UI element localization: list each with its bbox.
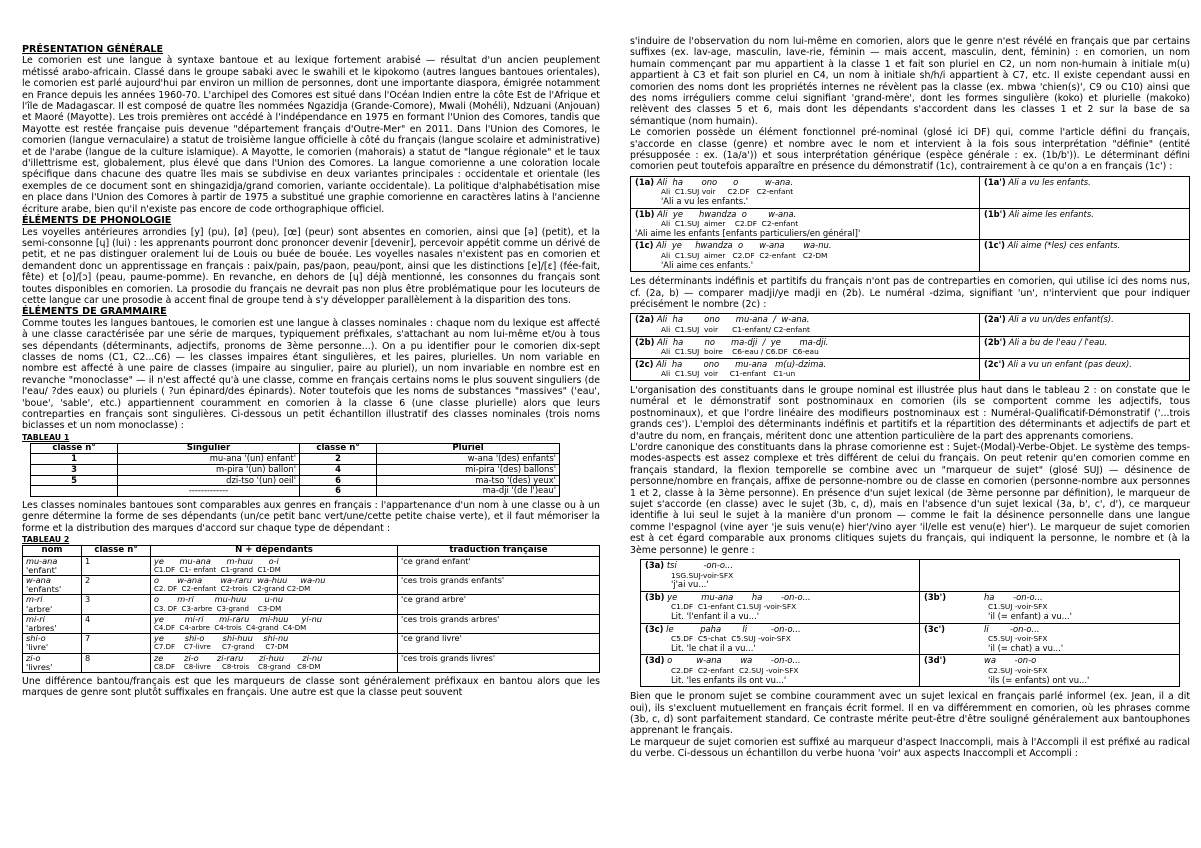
dependents-line: ze zi-o zi-raru zi-huu zi-nu xyxy=(154,652,323,663)
table1-cell: 3 xyxy=(31,465,118,476)
example-left-cell xyxy=(641,591,920,623)
example-gloss: C1.SUJ -voir-SFX xyxy=(988,602,1048,612)
example-right-cell xyxy=(920,591,1180,623)
table2-translation: 'ces trois grands enfants' xyxy=(398,576,600,595)
example-gloss: Ali C1.SUJ voir C2.DF C2-enfant xyxy=(661,187,794,197)
right-column xyxy=(630,36,1190,760)
table1-cell: 5 xyxy=(31,475,118,486)
example-translation: 'il (= enfant) a vu...' xyxy=(988,611,1072,622)
dependents-line: ye mu-ana m-huu o-i xyxy=(154,555,279,566)
example-number: (1a') xyxy=(984,176,1006,187)
example-right-cell xyxy=(920,623,1180,655)
table-row xyxy=(631,176,1190,208)
left-column xyxy=(22,44,600,699)
dependents-line: o w-ana wa-raru wa-huu wa-nu xyxy=(154,575,326,585)
dependents-line: ye mi-ri mi-raru mi-huu yi-nu xyxy=(154,613,322,624)
table-1 xyxy=(30,443,560,497)
table-row xyxy=(23,595,600,614)
example-number: (3d) xyxy=(645,655,665,666)
example-right-cell xyxy=(920,560,1180,592)
table2-class: 3 xyxy=(82,595,151,614)
table-row xyxy=(641,560,1180,592)
example-right-cell xyxy=(980,208,1190,240)
example-number: (1b) xyxy=(635,208,655,219)
example-gloss: C1.DF C1-enfant C1.SUJ -voir-SFX xyxy=(671,602,797,612)
table-row xyxy=(631,240,1190,272)
example-translation: Lit. 'les enfants ils ont vu...' xyxy=(671,674,787,685)
example-line: Ali ha ono mu-ana m(u)-dzima. xyxy=(656,358,827,369)
table-2 xyxy=(22,545,600,673)
noun-form: shi-o xyxy=(26,633,46,644)
table1-cell: dzi-tso '(un) oeil' xyxy=(118,475,300,486)
table-row xyxy=(641,591,1180,623)
heading-phonologie: ÉLÉMENTS DE PHONOLOGIE xyxy=(22,215,172,227)
example-line: li -on-o... xyxy=(984,623,1040,634)
example-french: Ali a bu de l'eau / l'eau. xyxy=(1008,336,1108,347)
paragraph-indefinite: Les déterminants indéfinis et partitifs du français n'ont pas de contreparties en comorien, qui utilise ici des noms nus, cf. (2a, b) — comparer madji/ye madji en (2b). Le numéral -dzima, signifiant 'un', n'intervient que pour indiquer précisément le nombre (2c) : xyxy=(630,276,1190,311)
example-number: (2c') xyxy=(984,358,1006,369)
example-gloss: Ali C1.SUJ boire C6-eau / C6.DF C6-eau xyxy=(661,347,819,357)
example-number: (1a) xyxy=(635,176,655,187)
example-gloss: C5.SUJ -voir-SFX xyxy=(988,634,1048,644)
table-row xyxy=(31,465,560,476)
example-french: Ali a vu un/des enfant(s). xyxy=(1008,314,1114,325)
table2-caption: TABLEAU 2 xyxy=(22,535,70,544)
table2-translation: 'ce grand arbre' xyxy=(398,595,600,614)
table2-noun xyxy=(23,614,82,633)
example-gloss: C2.DF C2-enfant C2.SUJ -voir-SFX xyxy=(671,666,799,676)
paragraph-class-inference: s'induire de l'observation du nom lui-même en comorien, alors que le genre n'est révélé en français que par certains suffixes (ex. lav-age, masculin, lave-rie, féminin — mais accent, masculin, dent, féminin) : en comorien, un nom humain commençant par mu appartient à la classe 1 et fait son pluriel en C2, un nom non-humain à initiale m(u) appartient à C3 et fait son pluriel en C4, un nom à initiale sh/h/i appartient à C7, etc. Il existe cependant aussi en comorien des noms dont les propriétés internes ne révèlent pas la classe (ex. mbwa 'chien(s)', C9 ou C10) ainsi que des noms irréguliers comme celui signifiant 'grand-mère', dont les formes singulière (koko) et plurielle (makoko) relèvent des classes 5 et 6, mais dont les dépendants s'accordent dans les classes 1 et 2 sur la base de sa sémantique (nom humain). xyxy=(630,36,1190,127)
example-table-1 xyxy=(630,176,1190,272)
table2-dependents xyxy=(151,595,398,614)
paragraph-aspect: Le marqueur de sujet comorien est suffixé au marqueur d'aspect Inaccompli, mais à l'Accompli il est préfixé au radical du verbe. Ci-dessous un échantillon du verbe huona 'voir' aux aspects Inaccompli et Accompli : xyxy=(630,736,1190,760)
table-row xyxy=(31,475,560,486)
table1-cell: mi-pira '(des) ballons' xyxy=(377,465,560,476)
example-number: (2b) xyxy=(635,336,655,347)
example-translation: 'il (= chat) a vu...' xyxy=(988,642,1064,653)
gloss-line: C7.DF C7-livre C7-grand C7-DM xyxy=(154,643,289,652)
example-translation: 'j'ai vu...' xyxy=(671,579,709,590)
dependents-line: ye shi-o shi-huu shi-nu xyxy=(154,633,289,644)
table2-dependents xyxy=(151,634,398,653)
example-line: le paha li -on-o... xyxy=(666,623,801,634)
table-row xyxy=(641,655,1180,687)
table1-cell: 6 xyxy=(300,475,377,486)
gloss-line: C3. DF C3-arbre C3-grand C3-DM xyxy=(154,604,282,613)
table-row xyxy=(631,336,1190,358)
table1-head-cell: classe n° xyxy=(300,443,377,454)
example-number: (3b) xyxy=(645,591,665,602)
example-right-cell xyxy=(980,314,1190,336)
example-right-cell xyxy=(980,336,1190,358)
table2-dependents xyxy=(151,556,398,575)
table-row xyxy=(31,454,560,465)
example-number: (2a) xyxy=(635,314,655,325)
table-row xyxy=(31,486,560,497)
example-left-cell xyxy=(631,336,980,358)
example-left-cell xyxy=(641,560,920,592)
table1-cell xyxy=(31,486,118,497)
example-left-cell xyxy=(641,655,920,687)
table1-cell: w-ana '(des) enfants' xyxy=(377,454,560,465)
example-line: wa -on-o xyxy=(984,655,1037,666)
example-left-cell xyxy=(631,208,980,240)
paragraph-prefix-suffix: Une différence bantou/français est que les marqueurs de classe sont généralement préfixaux en bantou alors que les marques de genre sont plutôt suffixales en français. Une autre est que la classe peut souvent xyxy=(22,676,600,699)
example-line: Ali ha ono mu-ana / w-ana. xyxy=(656,314,810,325)
table1-cell: ma-dji '(de l')eau' xyxy=(377,486,560,497)
table2-header xyxy=(23,546,600,557)
example-number: (2b') xyxy=(984,336,1007,347)
table-row xyxy=(641,623,1180,655)
table2-noun xyxy=(23,634,82,653)
noun-gloss: 'arbres' xyxy=(26,623,57,634)
table-row xyxy=(23,556,600,575)
example-number: (3b') xyxy=(924,591,947,602)
table2-dependents xyxy=(151,614,398,633)
paragraph-word-order-np: L'organisation des constituants dans le groupe nominal est illustrée plus haut dans le tableau 2 : on constate que le numéral et le démonstratif sont postnominaux en comorien (ils se comportent comme les adjectifs, tous postnominaux), et que l'ordre linéaire des modifieurs postnominaux est : Numéral-Qualificatif-Démonstratif ('...trois grands ces'). L'emploi des déterminants indéfinis et partitifs et la répartition des déterminants et adjectifs de part et d'autre du nom, en français, méritent donc une attention particulière de la part des apprenants comoriens. xyxy=(630,385,1190,442)
example-line: ha -on-o... xyxy=(984,591,1043,602)
table1-cell: mu-ana '(un) enfant' xyxy=(118,454,300,465)
table2-head-cell: traduction française xyxy=(398,546,600,557)
noun-form: mi-ri xyxy=(26,613,45,624)
example-number: (3c') xyxy=(924,623,946,634)
example-translation: 'Ali aime ces enfants.' xyxy=(661,259,754,270)
example-gloss: Ali C1.SUJ voir C1-enfant C1-un xyxy=(661,369,796,379)
table1-caption: TABLEAU 1 xyxy=(22,432,70,442)
example-translation: Lit. 'le chat il a vu...' xyxy=(671,642,756,653)
table1-head-cell: classe n° xyxy=(31,443,118,454)
table-row xyxy=(23,653,600,672)
example-translation: 'ils (= enfants) ont vu...' xyxy=(988,674,1090,685)
table1-cell: ma-tso '(des) yeux' xyxy=(377,475,560,486)
example-gloss: Ali C1.SUJ voir C1-enfant/ C2-enfant xyxy=(661,325,810,335)
example-line: Ali ha no ma-dji / ye ma-dji. xyxy=(657,336,829,347)
table1-cell: ------------- xyxy=(118,486,300,497)
heading-presentation: PRÉSENTATION GÉNÉRALE xyxy=(22,44,164,55)
table2-class: 1 xyxy=(82,556,151,575)
table-row xyxy=(631,314,1190,336)
table1-header xyxy=(31,443,560,454)
table-row xyxy=(23,614,600,633)
noun-gloss: 'livres' xyxy=(26,661,53,672)
example-number: (3d') xyxy=(924,655,947,666)
example-left-cell xyxy=(631,314,980,336)
paragraph-presentation: Le comorien est une langue à syntaxe bantoue et au lexique fortement arabisé — résultat d'un ancien peuplement métissé arabo-africain. Classé dans le groupe sabaki avec le swahili et le kipokomo (autres langues bantoues orientales), le comorien est parlé aujourd'hui par environ un million de personnes, dont une importante diaspora, émigrée notamment en France depuis les années 1960-70. L'archipel des Comores est situé dans l'Océan Indien entre la côte Est de l'Afrique et l'île de Madagascar. Il est composé de quatre îles nommées Ngazidja (Grande-Comore), Mwali (Mohéli), Ndzuani (Anjouan) et Maoré (Mayotte). Les trois premières ont accédé à l'indépendance en 1975 en formant l'Union des Comores, tandis que Mayotte est restée française puis devenue "département français d'Outre-Mer" en 2011. Dans l'Union des Comores, le comorien (langue vernaculaire) a statut de troisième langue officielle à côté du français (langue scolaire et administrative) et de l'arabe (langue de la culture islamique). A Mayotte, le comorien (mahorais) a statut de "langue régionale" et le taux d'illettrisme est, globalement, plus élevé que dans l'Union des Comores. La langue comorienne a une coloration locale spécifique dans chacune des quatre îles mais se subdivise en deux variantes principales : occidentale et orientale (les exemples de ce document sont en shingazidja/grand comorien, variante occidentale). La politique d'alphabétisation mise en place dans l'Union des Comores à partir de 1975 a substitué une graphie comorienne en caractères latins à l'ancienne écriture arabe, bien qu'il n'existe pas encore de code orthographique officiel. xyxy=(22,55,600,215)
example-number: (3a) xyxy=(645,560,665,571)
example-left-cell xyxy=(631,358,980,380)
example-gloss: C5.DF C5-chat C5.SUJ -voir-SFX xyxy=(671,634,791,644)
table2-noun xyxy=(23,653,82,672)
table2-head-cell: classe n° xyxy=(82,546,151,557)
noun-gloss: 'enfants' xyxy=(26,584,62,595)
dependents-line: o m-ri mu-huu u-nu xyxy=(154,594,284,605)
table2-translation: 'ces trois grands arbres' xyxy=(398,614,600,633)
noun-gloss: 'arbre' xyxy=(26,603,53,614)
example-french: Ali a vu un enfant (pas deux). xyxy=(1007,358,1132,369)
example-left-cell xyxy=(631,240,980,272)
paragraph-determinant: Le comorien possède un élément fonctionnel pré-nominal (glosé ici DF) qui, comme l'article défini du français, s'accorde en classe (genre) et nombre avec le nom et intervient à la fois sous interprétation "définie" (entité présupposée : ex. (1a/a')) et sous interprétation générique (espèce générale : ex. (1b/b')). Le déterminant défini comorien peut toutefois apparaître en présence du démonstratif (1c), contrairement à ce qu'on a en français (1c') : xyxy=(630,127,1190,173)
example-line: Ali ha ono o w-ana. xyxy=(656,176,793,187)
table1-cell: 4 xyxy=(300,465,377,476)
example-french: Ali a vu les enfants. xyxy=(1008,176,1091,187)
gloss-line: C1.DF C1- enfant C1-grand C1-DM xyxy=(154,565,281,574)
table1-head-cell: Singulier xyxy=(118,443,300,454)
table2-head-cell: N + dépendants xyxy=(151,546,398,557)
table2-noun xyxy=(23,556,82,575)
example-translation: 'Ali a vu les enfants.' xyxy=(661,196,749,207)
gloss-line: C4.DF C4-arbre C4-trois C4-grand C4-DM xyxy=(154,624,307,633)
example-right-cell xyxy=(920,655,1180,687)
table2-class: 7 xyxy=(82,634,151,653)
noun-gloss: 'livre' xyxy=(26,642,49,653)
paragraph-classes-genres: Les classes nominales bantoues sont comparables aux genres en français : l'appartenance d'un nom à une classe ou à un genre détermine la forme de ses dépendants (un/ce petit banc vert/une/cette petite chaise verte), et il faut mémoriser la forme et la distribution des marques d'accord sur chaque type de dépendant : xyxy=(22,499,600,534)
paragraph-grammaire: Comme toutes les langues bantoues, le comorien est une langue à classes nominales : chaque nom du lexique est affecté à une classe caractérisée par une série de marques, typiquement préfixales, s'attachant au nom lui-même et/ou à tous ses dépendants (déterminants, adjectifs, pronoms de 3ème personne...). On a pu identifier pour le comorien dix-sept classes de noms (C1, C2...C6) — les classes impaires étant singulières, et les paires, plurielles. Un nom variable en nombre est affecté à une paire de classes (impaire au singulier, paire au pluriel), un nom invariable en nombre est en revanche "monoclasse" — il n'est affecté qu'à une classe, comme en français certains noms le plus souvent singuliers (de l'eau/ ?des eaux) ou pluriels ( ?un épinard/des épinards). Noter toutefois que les noms de substances "massives" ('eau', 'boue', 'sable', etc.) appartiennent couramment en comorien à la classe 6 (une classe plurielle) alors que leurs contreparties en français sont singulières. Ci-dessous un petit échantillon illustratif des classes nominales (trois noms biclasses et un nom monoclasse) : xyxy=(22,317,600,432)
example-number: (1c) xyxy=(635,240,654,251)
noun-form: w-ana xyxy=(26,575,51,585)
heading-grammaire: ÉLÉMENTS DE GRAMMAIRE xyxy=(22,306,167,318)
example-number: (3c) xyxy=(645,623,664,634)
example-translation: 'Ali aime les enfants [enfants particuliers/en général]' xyxy=(635,227,861,238)
paragraph-sentence-order: L'ordre canonique des constituants dans la phrase comorienne est : Sujet-(Modal)-Verbe-Objet. Le système des temps-modes-aspects est assez complexe et très différent de celui du français. On peut retenir qu'en comorien comme en français standard, la flexion temporelle se combine avec un "marqueur de sujet" (glosé SUJ) — désinence de personne/nombre en français, affixe de personne-nombre ou de classe en comorien (personne-nombre aux personnes 1 et 2, classe à la 3ème personne). En présence d'un sujet lexical (de 3ème personne par définition), le marqueur de sujet s'accorde (en classe) avec le sujet (3b, c, d), mais en l'absence d'un sujet lexical (3a, b', c', d'), ce marqueur identifie à lui seul le sujet à la manière d'un pronom — comme le fait la désinence personnelle dans une langue comme l'espagnol (vine ayer 'je suis venu(e) hier'/vino ayer 'il/elle est venu(e) hier'). Le marqueur de sujet comorien est à cet égard comparable aux pronoms clitiques sujets du français, qui indiquent la personne, le nombre et (à la 3ème personne) le genre : xyxy=(630,442,1190,556)
example-right-cell xyxy=(980,358,1190,380)
noun-gloss: 'enfant' xyxy=(26,564,58,575)
example-left-cell xyxy=(631,176,980,208)
example-line: o w-ana wa -on-o... xyxy=(667,655,801,666)
example-gloss: Ali C1.SUJ aimer C2.DF C2-enfant xyxy=(661,219,799,229)
example-translation: Lit. 'l'enfant il a vu...' xyxy=(671,611,759,622)
table2-class: 4 xyxy=(82,614,151,633)
example-table-2 xyxy=(630,313,1190,381)
example-gloss: Ali C1.SUJ aimer C2.DF C2-enfant C2-DM xyxy=(661,251,828,261)
table2-noun xyxy=(23,595,82,614)
example-line: Ali ye hwandza o w-ana wa-nu. xyxy=(656,240,832,251)
example-french: Ali aime les enfants. xyxy=(1008,208,1094,219)
table-row xyxy=(23,634,600,653)
table-row xyxy=(631,358,1190,380)
example-left-cell xyxy=(641,623,920,655)
table1-cell: m-pira '(un) ballon' xyxy=(118,465,300,476)
table-row xyxy=(23,576,600,595)
table1-cell: 1 xyxy=(31,454,118,465)
example-number: (2c) xyxy=(635,358,654,369)
table-row xyxy=(631,208,1190,240)
example-table-3 xyxy=(640,559,1180,687)
table2-dependents xyxy=(151,576,398,595)
example-number: (1c') xyxy=(984,240,1006,251)
table2-class: 8 xyxy=(82,653,151,672)
table2-translation: 'ces trois grands livres' xyxy=(398,653,600,672)
example-gloss: C2.SUJ -voir-SFX xyxy=(988,666,1048,676)
example-line: Ali ye hwandza o w-ana. xyxy=(657,208,797,219)
table2-dependents xyxy=(151,653,398,672)
table1-cell: 6 xyxy=(300,486,377,497)
example-line: tsi -on-o... xyxy=(666,560,733,571)
example-french: Ali aime (*les) ces enfants. xyxy=(1007,240,1121,251)
table2-noun xyxy=(23,576,82,595)
noun-form: m-ri xyxy=(26,594,43,605)
table2-class: 2 xyxy=(82,576,151,595)
example-right-cell xyxy=(980,240,1190,272)
example-line: ye mu-ana ha -on-o... xyxy=(667,591,811,602)
table2-translation: 'ce grand enfant' xyxy=(398,556,600,575)
example-number: (2a') xyxy=(984,314,1006,325)
example-gloss: 1SG.SUJ-voir-SFX xyxy=(671,570,734,580)
paragraph-phonologie: Les voyelles antérieures arrondies [y] (pu), [ø] (peu), [œ] (peur) sont absentes en comorien, ainsi que [ə] (petit), et la semi-consonne [ɥ] (lui) : les apprenants pourront donc prononcer devenir [devenir], percevoir appétit comme un dérivé de petit, et ne pas distinguer oralement lui de Louis ou buée de bouée. Les voyelles nasales n'existent pas en comorien et demandent donc un apprentissage en français : paix/pain, pas/paon, peau/pont, ainsi que les distinctions [e]/[ɛ] (fée-fait, fête) et [o]/[ɔ] (peau, paume-pomme). En revanche, en dehors de [ɥ] déjà mentionné, les consonnes du français sont toutes disponibles en comorien. La prosodie du français ne devrait pas non plus être problématique pour les locuteurs de cette langue car une prosodie à accent final de groupe tend à s'y développer parallèlement à la disparition des tons. xyxy=(22,226,600,306)
noun-form: mu-ana xyxy=(26,555,58,566)
table2-head-cell: nom xyxy=(23,546,82,557)
table2-translation: 'ce grand livre' xyxy=(398,634,600,653)
example-number: (1b') xyxy=(984,208,1007,219)
paragraph-pronoun-contrast: Bien que le pronom sujet se combine couramment avec un sujet lexical en français parlé informel (ex. Jean, il a dit oui), ils s'excluent mutuellement en français écrit formel. Il en va différemment en comorien, où les phrases comme (3b, c, d) sont parfaitement standard. Ce contraste mérite peut-être d'être souligné généralement aux bantouphones apprenant le français. xyxy=(630,691,1190,737)
gloss-line: C2. DF C2-enfant C2-trois C2-grand C2-DM xyxy=(154,585,311,594)
example-right-cell xyxy=(980,176,1190,208)
gloss-line: C8.DF C8-livre C8-trois C8-grand C8-DM xyxy=(154,662,321,671)
table1-cell: 2 xyxy=(300,454,377,465)
table1-head-cell: Pluriel xyxy=(377,443,560,454)
noun-form: zi-o xyxy=(26,652,41,663)
